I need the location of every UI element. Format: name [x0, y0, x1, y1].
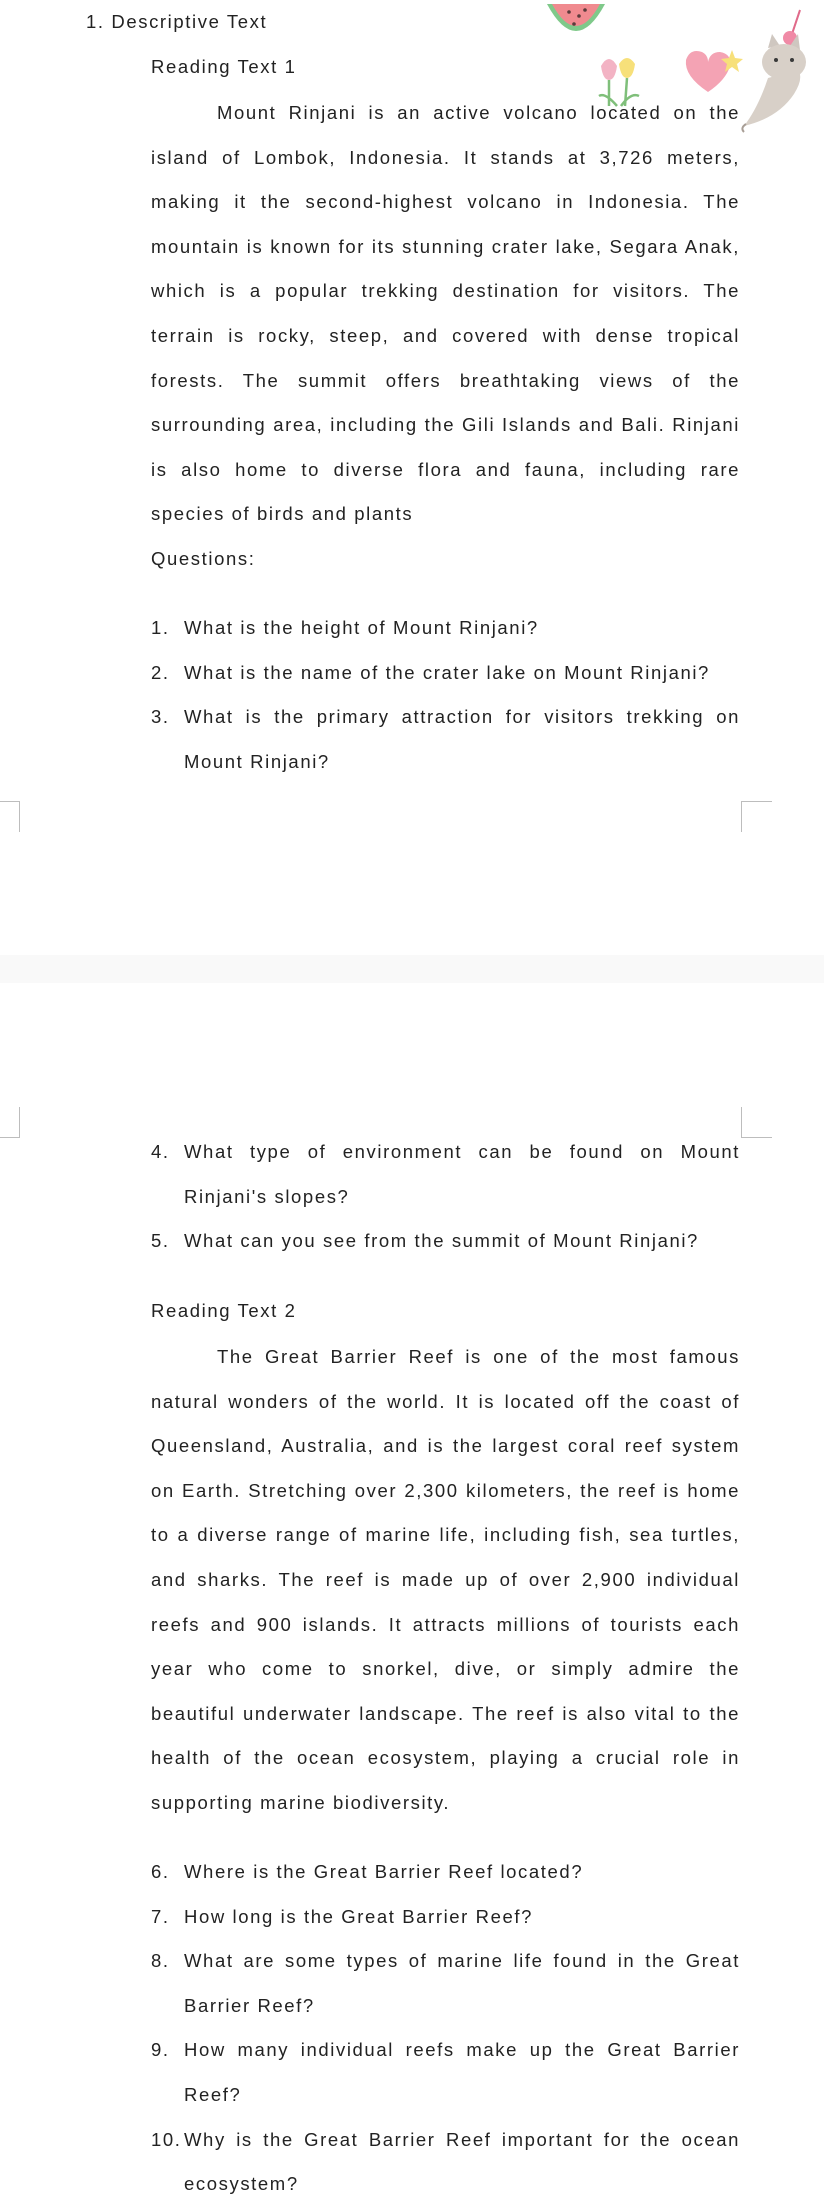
question-text: Why is the Great Barrier Reef important for the ocean ecosystem? — [184, 2128, 740, 2195]
question-list — [151, 1850, 740, 2207]
heart-icon — [680, 46, 744, 96]
question-number: 10. — [151, 2128, 182, 2150]
question-item — [151, 1130, 740, 1219]
question-text: How long is the Great Barrier Reef? — [184, 1905, 534, 1927]
question-number: 4. — [151, 1141, 170, 1162]
question-text: What is the height of Mount Rinjani? — [184, 617, 539, 638]
question-number: 8. — [151, 1950, 170, 1972]
question-item — [151, 651, 740, 696]
cat-icon — [738, 8, 824, 134]
reading-text-1-paragraph — [151, 91, 740, 537]
question-text: What are some types of marine life found in the Great Barrier Reef? — [184, 1950, 740, 2016]
paragraph-text: Mount Rinjani is an active volcano located on the island of Lombok, Indonesia. It stands at 3,726 meters, making it the second-highest volcano in Indonesia. The mountain is known for its stunning crater lake, Segara Anak, which is a popular trekking destination for visitors. The terrain is rocky, steep, and covered with dense tropical forests. The summit offers breathtaking views of the surrounding area, including the Gili Islands and Bali. Rinjani is also home to diverse flora and fauna, including rare species of birds and plants — [151, 102, 740, 525]
question-item — [151, 2028, 740, 2117]
page-corner-mark — [741, 1107, 772, 1138]
question-number: 7. — [151, 1905, 170, 1927]
reading-text-1-title: Reading Text 1 — [151, 56, 297, 77]
reading-text-2-title: Reading Text 2 — [151, 1300, 297, 1321]
question-text: How many individual reefs make up the Great Barrier Reef? — [184, 2039, 740, 2105]
question-list — [151, 606, 740, 784]
question-text: What can you see from the summit of Mount Rinjani? — [184, 1230, 699, 1252]
question-list — [151, 1130, 740, 1264]
question-number: 3. — [151, 706, 170, 728]
question-number: 9. — [151, 2039, 170, 2061]
question-item — [151, 1219, 740, 1264]
question-item — [151, 606, 740, 651]
question-number: 2. — [151, 661, 170, 683]
question-number: 5. — [151, 1230, 170, 1252]
question-item — [151, 695, 740, 784]
question-number: 1. — [151, 617, 170, 638]
question-text: What is the name of the crater lake on Mount Rinjani? — [184, 661, 710, 683]
page-gap — [0, 955, 824, 983]
page-corner-mark — [0, 801, 20, 832]
questions-label: Questions: — [151, 548, 256, 569]
paragraph-text: The Great Barrier Reef is one of the most famous natural wonders of the world. It is located off the coast of Queensland, Australia, and is the largest coral reef system on Earth. Stretching over 2,300 kilometers, the reef is home to a diverse range of marine life, including fish, sea turtles, and sharks. The reef is made up of over 2,900 individual reefs and 900 islands. It attracts millions of tourists each year who come to snorkel, dive, or simply admire the beautiful underwater landscape. The reef is also vital to the health of the ocean ecosystem, playing a crucial role in supporting marine biodiversity. — [151, 1346, 740, 1813]
question-text: What is the primary attraction for visitors trekking on Mount Rinjani? — [184, 706, 740, 772]
watermelon-icon — [545, 0, 607, 44]
page-corner-mark — [0, 1107, 20, 1138]
question-item — [151, 2118, 740, 2207]
question-item — [151, 1850, 740, 1895]
reading-text-2-paragraph — [151, 1335, 740, 1826]
section-heading: 1. Descriptive Text — [86, 11, 268, 32]
question-text: What type of environment can be found on Mount Rinjani's slopes? — [184, 1141, 740, 1207]
question-item — [151, 1895, 740, 1940]
question-text: Where is the Great Barrier Reef located? — [184, 1861, 584, 1882]
page-corner-mark — [741, 801, 772, 832]
question-item — [151, 1939, 740, 2028]
question-number: 6. — [151, 1861, 170, 1882]
